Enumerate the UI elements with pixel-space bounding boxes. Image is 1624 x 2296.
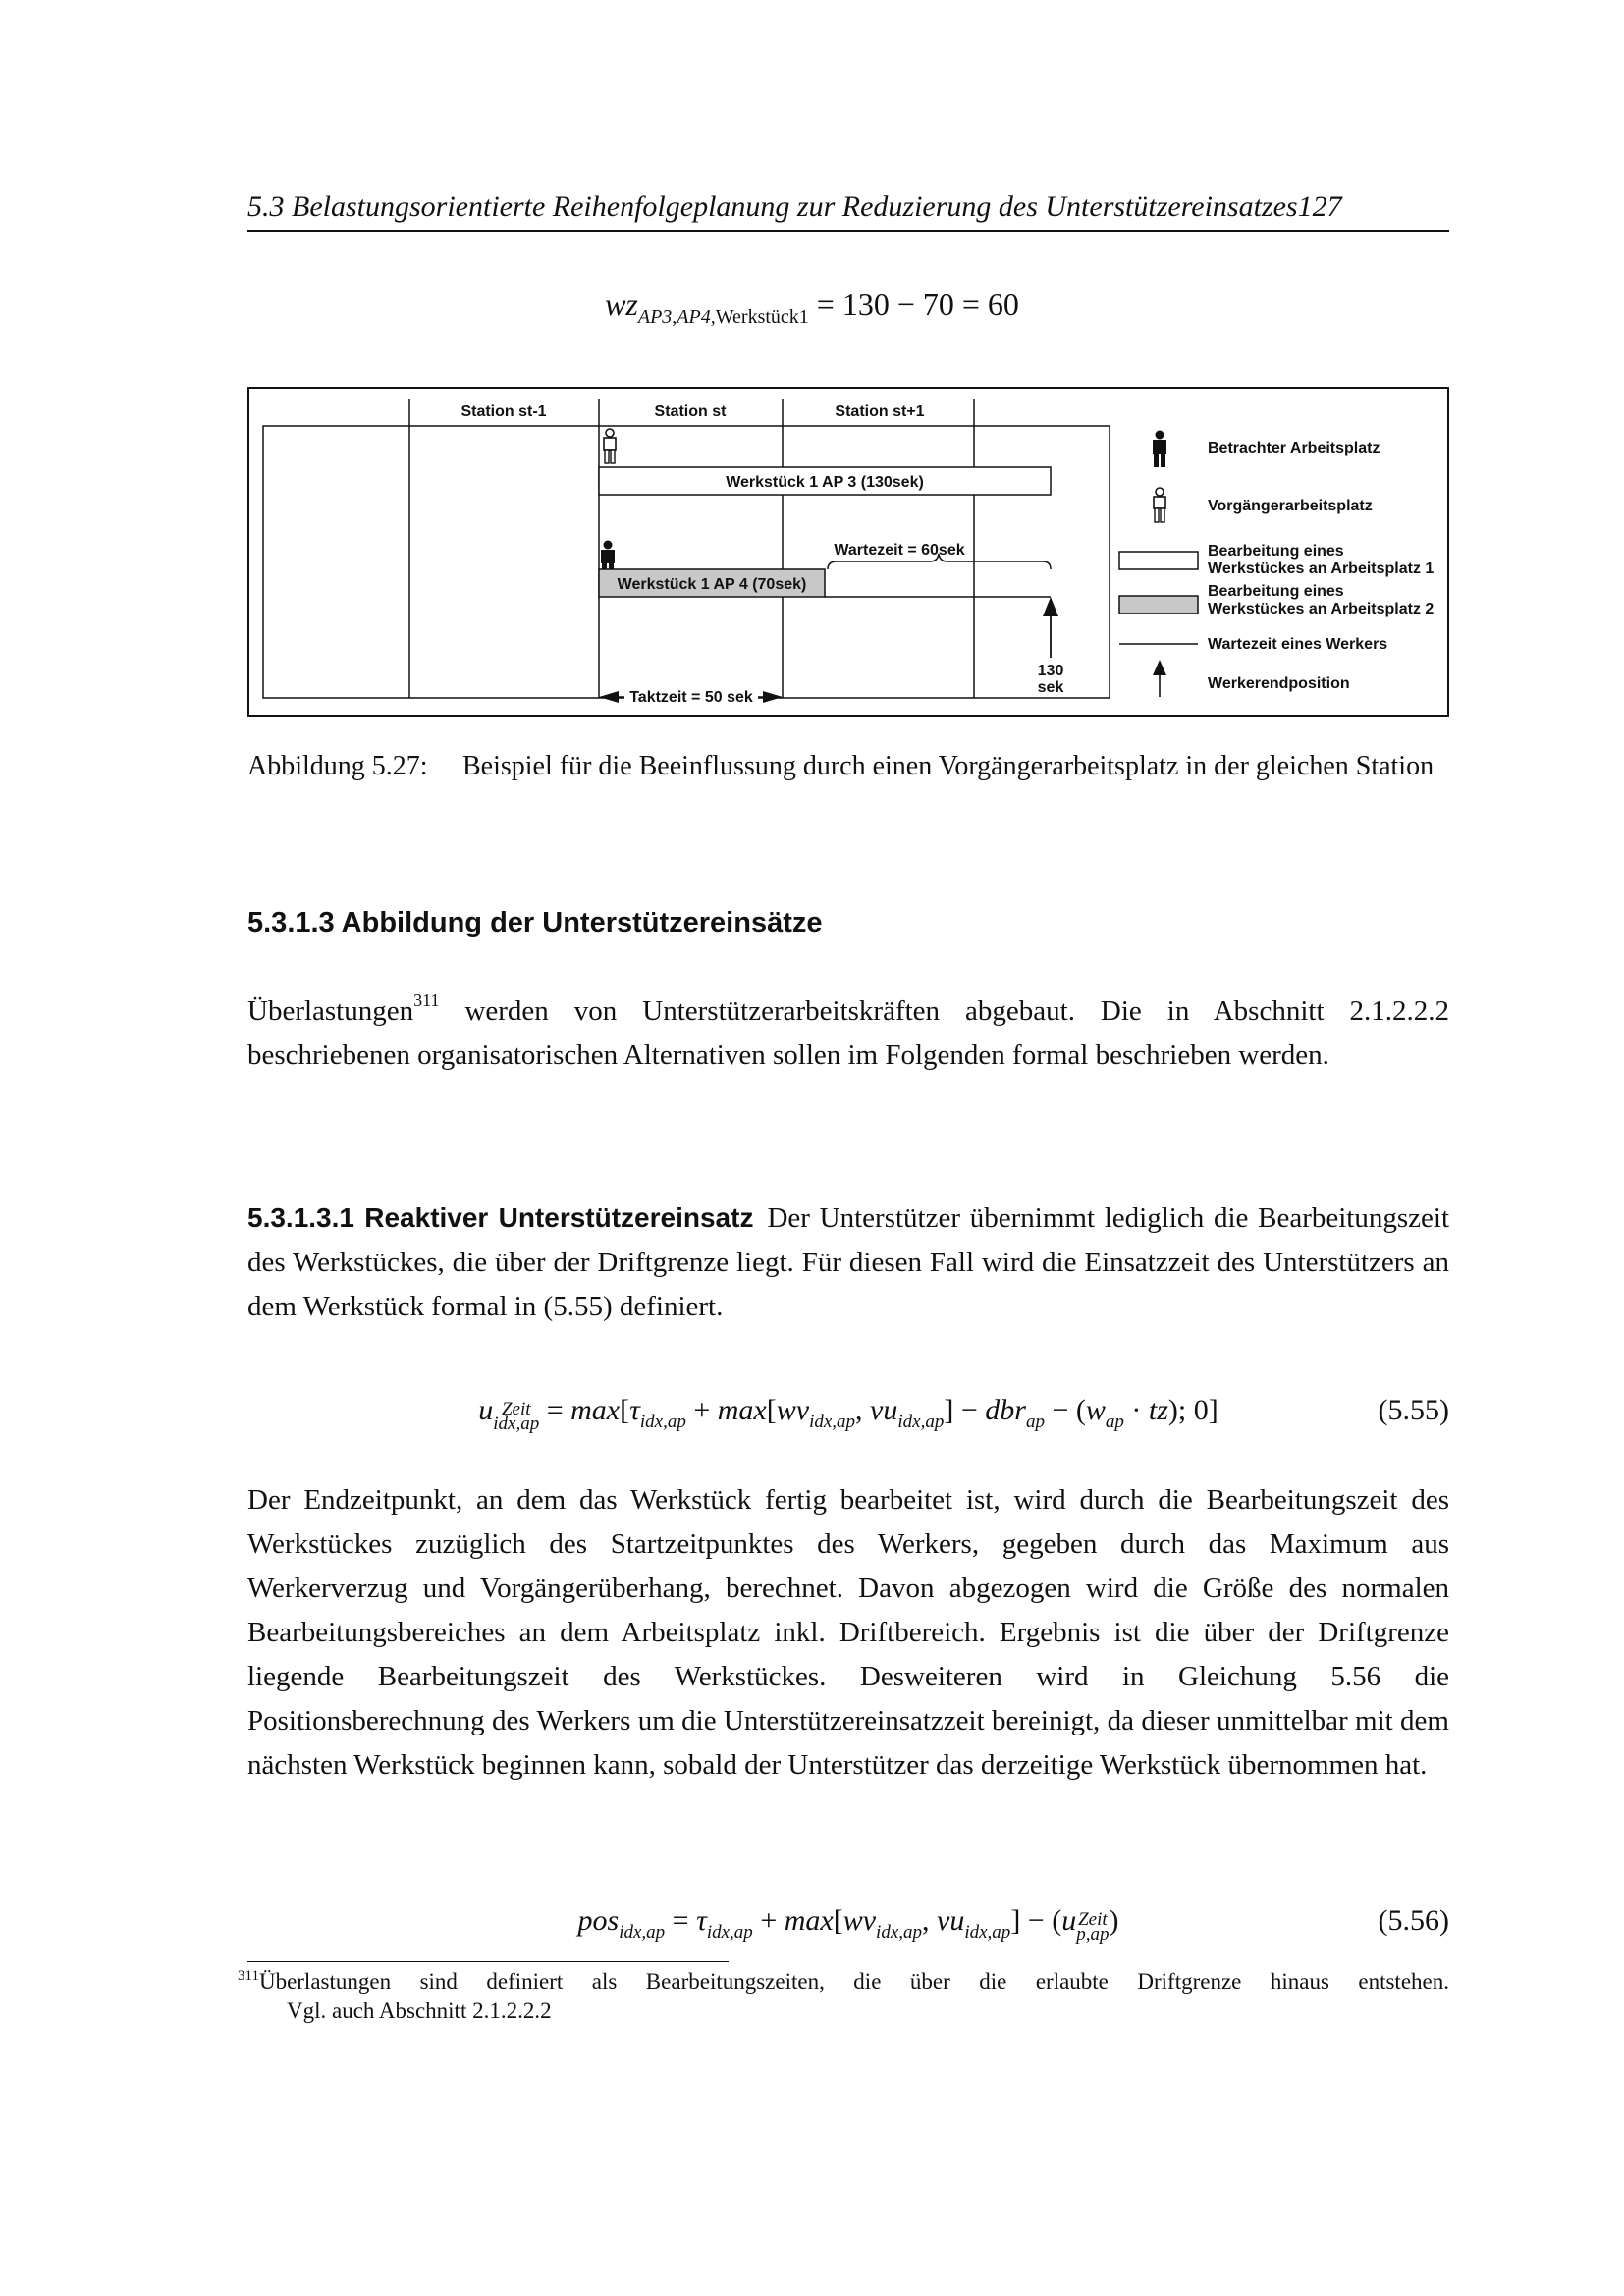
takt-label: Taktzeit = 50 sek bbox=[629, 689, 753, 706]
paragraph-endtime: Der Endzeitpunkt, an dem das Werkstück fertig bearbeitet ist, wird durch die Bearbeitungszeit des Werkstückes zuzüglich des Startzeitpunktes des Werkers, gegeben durch das Maximum aus Werkerverzug und Vorgängerüberhang, berechnet. Davon abgezogen wird die Größe des normalen Bearbeitungsbereiches an dem Arbeitsplatz inkl. Driftbereich. Ergebnis ist die über der Driftgrenze liegende Bearbeitungszeit des Werkstückes. Desweiteren wird in Gleichung 5.56 die Positionsberechnung des Werkers um die Unterstützereinsatzzeit bereinigt, da dieser unmittelbar mit dem nächsten Werkstück beginnen kann, sobald der Unterstützer das derzeitige Werkstück übernommen hat. bbox=[247, 1484, 1449, 1781]
footnote-rule bbox=[247, 1961, 729, 1962]
equation-5-55-body: u Zeit idx,ap = $\max[\tau_{idx,ap} + \max[wv_{idx,ap}$, $vu_{idx,ap}] - dbr_{ap} - (w_{ap} \cdot tz)$; 0] bbox=[478, 1394, 1218, 1434]
eq-wz-sub-ws: Werkstück1 bbox=[715, 306, 809, 328]
section-heading: 5.3.1.3 Abbildung der Unterstützereinsätze bbox=[247, 907, 823, 938]
bar-ap3-label: Werkstück 1 AP 3 (130sek) bbox=[726, 474, 924, 491]
caption-label: Abbildung 5.27: bbox=[247, 751, 428, 781]
legend-proc1-line2: Werkstückes an Arbeitsplatz 1 bbox=[1208, 561, 1435, 577]
eq-wz-sub-ap: AP3,AP4, bbox=[637, 306, 716, 328]
station-label-next: Station st+1 bbox=[835, 403, 925, 420]
endpos-value: 130 bbox=[1037, 663, 1064, 679]
equation-5-56 bbox=[247, 1904, 1449, 1963]
para2-text: Der Unterstützer übernimmt lediglich die Bearbeitungszeit des Werkstückes, die über der Driftgrenze liegt. Für diesen Fall wird die Einsatzzeit des Unterstützers an dem Werkstück formal in (5.55) definiert. bbox=[247, 1202, 1450, 1322]
legend-proc1-line1: Bearbeitung eines bbox=[1208, 543, 1344, 560]
legend-proc2-line2: Werkstückes an Arbeitsplatz 2 bbox=[1208, 601, 1435, 617]
figure-diagram bbox=[247, 387, 1449, 717]
wait-label: Wartezeit = 60sek bbox=[834, 542, 965, 559]
equation-5-55 bbox=[247, 1394, 1449, 1453]
footnote-ref-311: 311 bbox=[413, 990, 440, 1010]
legend-observer-label: Betrachter Arbeitsplatz bbox=[1208, 440, 1380, 456]
legend-predecessor-label: Vorgängerarbeitsplatz bbox=[1208, 498, 1373, 514]
running-header-title: 5.3 Belastungsorientierte Reihenfolgeplanung zur Reduzierung des Unterstützereinsatzes127 bbox=[247, 190, 1342, 223]
footnote-311 bbox=[238, 1967, 1449, 2026]
bar-ap4-label: Werkstück 1 AP 4 (70sek) bbox=[617, 576, 807, 593]
para1-lead: Überlastungen bbox=[247, 995, 414, 1027]
eq-wz-symbol: wz bbox=[605, 287, 638, 322]
station-label-prev: Station st-1 bbox=[460, 403, 547, 420]
subsection-heading: 5.3.1.3.1 Reaktiver Unterstützereinsatz bbox=[247, 1202, 754, 1233]
legend-proc1-swatch bbox=[1119, 552, 1198, 569]
paragraph-reactive-support bbox=[247, 1196, 1449, 1329]
figure-5-27 bbox=[247, 387, 1449, 717]
station-label-current: Station st bbox=[654, 403, 727, 420]
equation-5-56-number: (5.56) bbox=[1378, 1904, 1449, 1937]
footnote-line2: Vgl. auch Abschnitt 2.1.2.2.2 bbox=[287, 1999, 552, 2023]
running-header bbox=[247, 187, 1449, 232]
endpos-unit: sek bbox=[1037, 679, 1064, 696]
footnote-line1: Überlastungen sind definiert als Bearbeitungszeiten, die über die erlaubte Driftgrenze hinaus entstehen. bbox=[258, 1969, 1449, 1994]
equation-wz bbox=[0, 287, 1624, 329]
eq-wz-rhs: = 130 − 70 = 60 bbox=[808, 287, 1019, 322]
legend-wait-label: Wartezeit eines Werkers bbox=[1208, 636, 1388, 653]
equation-5-55-number: (5.55) bbox=[1378, 1394, 1449, 1426]
caption-text: Beispiel für die Beeinflussung durch einen Vorgängerarbeitsplatz in der gleichen Station bbox=[462, 751, 1435, 781]
equation-5-56-body: $pos_{idx,ap} = \tau_{idx,ap} + \max[wv_{idx,ap}$, $vu_{idx,ap}] - (u$ Zeit p,ap ) bbox=[577, 1904, 1119, 1945]
legend-proc2-line1: Bearbeitung eines bbox=[1208, 583, 1344, 600]
legend-endpos-label: Werkerendposition bbox=[1208, 675, 1350, 692]
paragraph-overload bbox=[247, 989, 1449, 1078]
footnote-mark: 311 bbox=[238, 1968, 259, 1984]
legend-proc2-swatch bbox=[1119, 596, 1198, 614]
para1-rest: werden von Unterstützerarbeitskräften abgebaut. Die in Abschnitt 2.1.2.2.2 beschriebenen organisatorischen Alternativen sollen im Folgenden formal beschrieben werden. bbox=[247, 995, 1449, 1071]
